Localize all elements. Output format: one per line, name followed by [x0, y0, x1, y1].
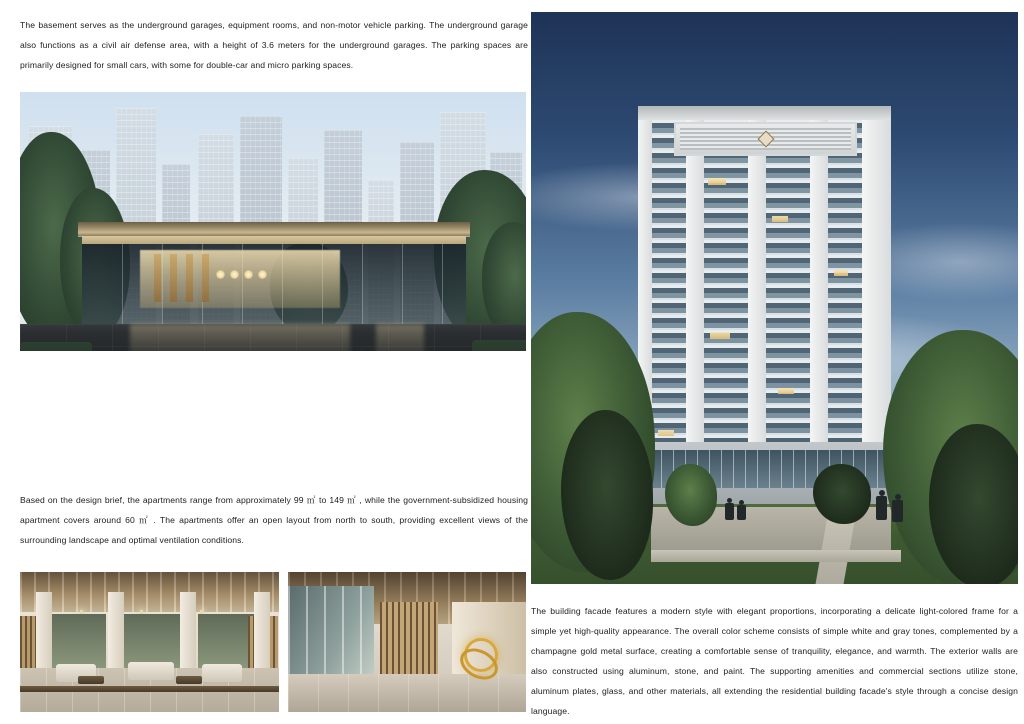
timber-screen: [380, 602, 438, 678]
lit-window: [708, 178, 726, 185]
console-shelf: [20, 686, 279, 692]
lit-window: [710, 332, 730, 339]
gatehouse-soffit: [82, 236, 466, 244]
image-entrance-rendering: [20, 92, 526, 351]
timber-ceiling: [20, 572, 279, 612]
armchair: [202, 664, 242, 682]
image-lounge-interior: [20, 572, 279, 712]
image-corridor-interior: [288, 572, 526, 712]
lit-window: [658, 430, 674, 436]
coffee-table: [78, 676, 104, 684]
hedge: [20, 342, 92, 351]
lit-window: [834, 270, 848, 276]
lit-window: [772, 216, 788, 222]
garden-path: [651, 550, 901, 562]
ring-sculpture: [464, 638, 498, 672]
pedestrian: [876, 496, 887, 520]
gatehouse-canopy: [78, 222, 470, 236]
pedestrian: [737, 505, 746, 520]
paragraph-facade: The building facade features a modern style with elegant proportions, incorporating a delicate light-colored frame for a simple yet high-quality appearance. The overall color scheme consists of simple white and gray tones, complemented by a champagne gold metal surface, creating a comfortable sense of tranquility, elegance, and warmth. The exterior walls are also constructed using aluminum, stone, and paint. The supporting amenities and commercial sections utilize stone, aluminum plates, glass, and other materials, all extending the residential building facade's style through a concise design language.: [531, 606, 1018, 716]
hedge: [472, 340, 526, 351]
sofa: [128, 662, 174, 680]
curtain-wall-glazing: [288, 586, 374, 678]
tree: [929, 424, 1018, 584]
lit-window: [778, 388, 794, 394]
tree: [561, 410, 653, 580]
floor: [288, 674, 526, 712]
tower-crown-feature: [674, 122, 857, 156]
shrub: [665, 464, 717, 526]
coffee-table: [176, 676, 202, 684]
pedestrian: [892, 500, 903, 522]
image-tower-rendering: [531, 12, 1018, 584]
paragraph-basement: The basement serves as the underground garages, equipment rooms, and non-motor vehicle parking. The underground garage also functions as a civil air defense area, with a height of 3.6 meters for the underground garages. The parking spaces are primarily designed for small cars, with some for double-car and micro parking spaces.: [20, 20, 528, 70]
pedestrian: [364, 350, 371, 351]
paragraph-apartments: Based on the design brief, the apartments range from approximately 99 ㎡ to 149 ㎡ , while the government-subsidized housing apartment covers around 60 ㎡ . The apartments offer an open layout from north to south, providing excellent views of the surrounding landscape and optimal ventilation conditions.: [20, 495, 528, 545]
shrub: [813, 464, 871, 524]
pedestrian: [725, 503, 734, 520]
tower-parapet: [638, 106, 891, 121]
